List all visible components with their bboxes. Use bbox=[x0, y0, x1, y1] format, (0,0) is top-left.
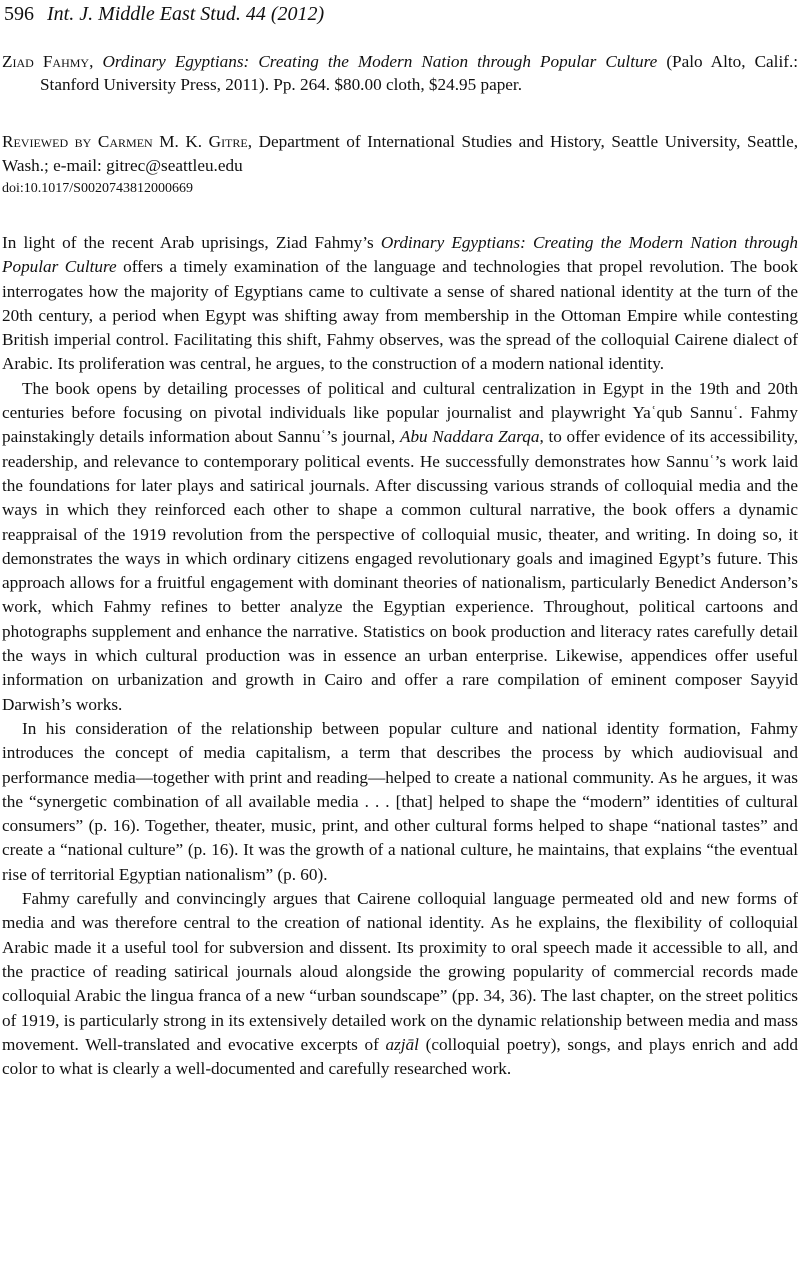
book-author: Ziad Fahmy bbox=[2, 52, 90, 71]
paragraph-3: In his consideration of the relationship between popular culture and national identity formation, Fahmy introduces the concept of media capitalism, a term that describes the process by which audiovisual and performance media—together with print and reading—helped to create a national community. As he argues, it was the “synergetic combination of all available media . . . [that] helped to shape the “modern” identities of cultural consumers” (p. 16). Together, theater, music, print, and other cultural forms helped to shape “national tastes” and create a “national culture” (p. 16). It was the growth of a national culture, he maintains, that explains “the eventual rise of territorial Egyptian nationalism” (p. 60). bbox=[2, 718, 798, 884]
book-publication: (Palo Alto, Calif.: Stanford University Press, 2011). Pp. 264. $80.00 cloth, $24.95 paper. bbox=[40, 52, 799, 94]
book-citation: Ziad Fahmy, Ordinary Egyptians: Creating the Modern Nation through Popular Culture (Palo Alto, Calif.: Stanford University Press, 2011). Pp. 264. $80.00 cloth, $24.95 paper. bbox=[2, 52, 799, 94]
review-body bbox=[2, 231, 798, 1081]
reviewer-affiliation: , Department of International Studies and History, Seattle University, Seattle, Wash.; e-mail: gitrec@seattleu.edu bbox=[2, 132, 799, 175]
paragraph-1: In light of the recent Arab uprisings, Ziad Fahmy’s Ordinary Egyptians: Creating the Modern Nation through Popular Culture offers a timely examination of the language and technologies that propel revolution. The book interrogates how the majority of Egyptians came to cultivate a sense of shared national identity at the turn of the 20th century, a period when Egypt was shifting away from membership in the Ottoman Empire while contesting British imperial control. Facilitating this shift, Fahmy observes, was the spread of the colloquial Cairene dialect of Arabic. Its proliferation was central, he argues, to the construction of a modern national identity. bbox=[2, 233, 799, 374]
reviewed-by-label: Reviewed by bbox=[2, 132, 92, 151]
reviewer-line bbox=[2, 130, 798, 178]
journal-citation: Int. J. Middle East Stud. 44 (2012) bbox=[47, 3, 325, 25]
reviewer-name: Carmen M. K. Gitre bbox=[97, 132, 248, 151]
running-header bbox=[4, 2, 324, 26]
paragraph-2: The book opens by detailing processes of political and cultural centralization in Egypt in the 19th and 20th centuries before focusing on pivotal individuals like popular journalist and playwright Yaʿqub Sannuʿ. Fahmy painstakingly details information about Sannuʿ’s journal, Abu Naddara Zarqa, to offer evidence of its accessibility, readership, and relevance to contemporary political events. He successfully demonstrates how Sannuʿ’s work laid the foundations for later plays and satirical journals. After discussing various strands of colloquial media and the ways in which they reinforced each other to shape a common cultural narrative, the book offers a dynamic reappraisal of the 1919 revolution from the perspective of colloquial music, theater, and writing. In doing so, it demonstrates the ways in which ordinary citizens engaged revolutionary goals and imagined Egypt’s future. This approach allows for a fruitful engagement with dominant theories of nationalism, particularly Benedict Anderson’s work, which Fahmy refines to better analyze the Egyptian experience. Throughout, political cartoons and photographs supplement and enhance the narrative. Statistics on book production and literacy rates carefully detail the ways in which cultural production was in essence an urban enterprise. Likewise, appendices offer useful information on urbanization and growth in Cairo and offer a rare compilation of eminent composer Sayyid Darwish’s works. bbox=[2, 378, 798, 714]
book-title: Ordinary Egyptians: Creating the Modern Nation through Popular Culture bbox=[102, 52, 658, 71]
paragraph-4: Fahmy carefully and convincingly argues that Cairene colloquial language permeated old and new forms of media and was therefore central to the creation of national identity. As he explains, the flexibility of colloquial Arabic made it a useful tool for subversion and dissent. Its proximity to oral speech made it accessible to all, and the practice of reading satirical journals aloud alongside the growing popularity of commercial records made colloquial Arabic the lingua franca of a new “urban soundscape” (pp. 34, 36). The last chapter, on the street politics of 1919, is particularly strong in its extensively detailed work on the dynamic relationship between media and mass movement. Well-translated and evocative excerpts of azjāl (colloquial poetry), songs, and plays enrich and add color to what is clearly a well-documented and carefully researched work. bbox=[2, 889, 798, 1079]
page-number: 596 bbox=[4, 3, 34, 25]
doi: doi:10.1017/S0020743812000669 bbox=[2, 181, 193, 196]
